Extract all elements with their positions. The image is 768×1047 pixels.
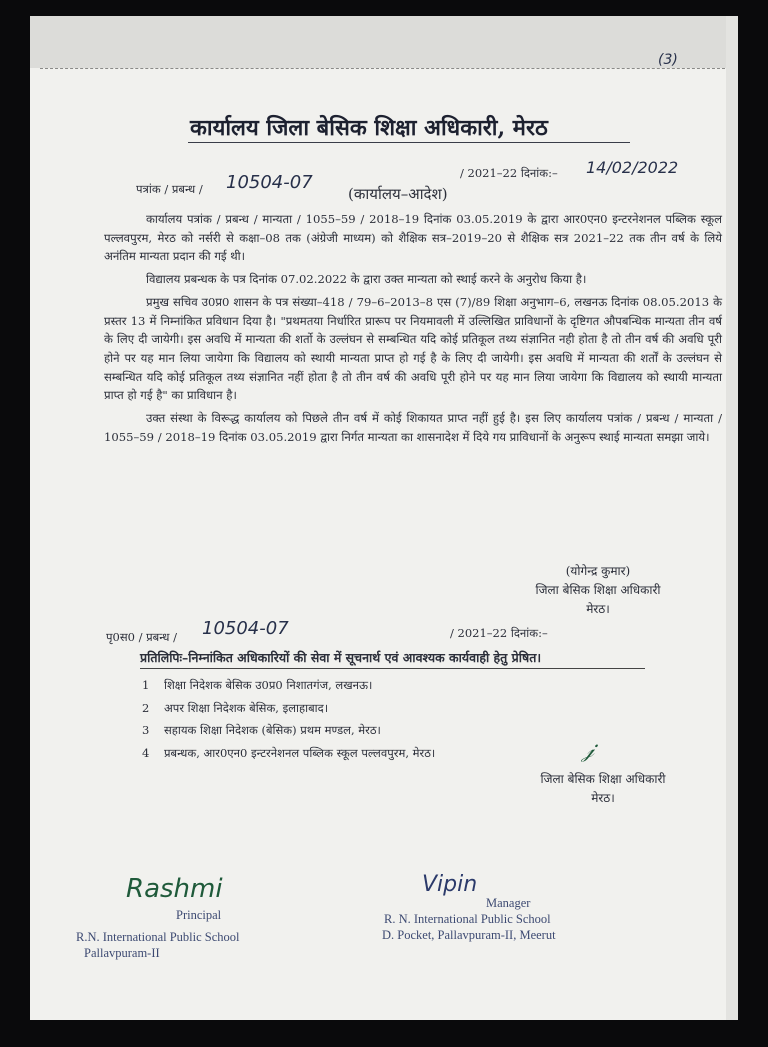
list-item: 1 शिक्षा निदेशक बेसिक उ0प्र0 निशातगंज, लखनऊ। (142, 678, 373, 692)
copy-ref-label: पृ0स0 / प्रबन्ध / (106, 630, 178, 644)
principal-school: R.N. International Public School (76, 930, 240, 944)
paper-top-band (30, 16, 738, 68)
list-item: 4 प्रबन्धक, आर0एन0 इन्टरनेशनल पब्लिक स्कूल पल्लवपुरम, मेरठ। (142, 745, 436, 760)
principal-signature: Rashmi (126, 874, 223, 904)
office-title: कार्यालय जिला बेसिक शिक्षा अधिकारी, मेरठ (190, 115, 548, 141)
paragraph-1: कार्यालय पत्रांक / प्रबन्ध / मान्यता / 1055–59 / 2018–19 दिनांक 03.05.2019 के द्वारा आर0एन0 इन्टरनेशनल पब्लिक स्कूल पल्लवपुरम, मेरठ को नर्सरी से कक्षा–08 तक (अंग्रेजी माध्यम) को शैक्षिक सत्र–2019–20 से शैक्षिक सत्र 2021–22 तक तीन वर्ष के लिये अनंतिम मान्यता प्रदान की गई थी। (104, 212, 722, 264)
ref-label: पत्रांक / प्रबन्ध / (136, 182, 203, 196)
paragraph-2: विद्यालय प्रबन्धक के पत्र दिनांक 07.02.2022 के द्वारा उक्त मान्यता को स्थाई करने के अनुरोध किया है। (146, 272, 587, 287)
manager-role: Manager (486, 896, 531, 910)
document-page (30, 16, 738, 1020)
order-heading: (कार्यालय–आदेश) (348, 185, 448, 203)
signature-block-1 (518, 562, 678, 619)
copy-ref-number: 10504-07 (202, 618, 289, 639)
officer-signature-scrawl: 𝒿 (582, 738, 595, 763)
principal-place: Pallavpuram-II (84, 946, 160, 960)
signatory-place-2: मेरठ। (591, 791, 615, 805)
copy-ref-session: / 2021–22 दिनांक:– (450, 626, 548, 640)
manager-signature: Vipin (422, 872, 478, 897)
ref-number: 10504-07 (226, 172, 313, 193)
page-number: (3) (658, 52, 678, 68)
copy-to-heading: प्रतिलिपिः–निम्नांकित अधिकारियों की सेवा में सूचनार्थ एवं आवश्यक कार्यवाही हेतु प्रेषित। (140, 650, 542, 665)
signatory-name: (योगेन्द्र कुमार) (565, 564, 631, 578)
signatory-designation-2: जिला बेसिक शिक्षा अधिकारी (540, 772, 666, 786)
ref-date: 14/02/2022 (586, 158, 679, 177)
manager-school: R. N. International Public School (384, 912, 551, 926)
signatory-place: मेरठ। (586, 602, 610, 616)
paragraph-3: प्रमुख सचिव उ0प्र0 शासन के पत्र संख्या–418 / 79–6–2013–8 एस (7)/89 शिक्षा अनुभाग–6, लखनऊ दिनांक 08.05.2013 के प्रस्तर 13 में निम्नांकित प्रविधान दिया है। "प्रथमतया निर्धारित प्रारूप पर नियमावली में उल्लिखित प्राविधानों के दृष्टिगत औपबन्धिक मान्यता तीन वर्ष के लिए दी जायेगी। इस अवधि में मान्यता की शर्तो के उल्लंघन से सम्बन्धित यदि कोई प्रतिकूल तथ्य संज्ञानित नही होता है तो तीन वर्ष की अवधि पूरी होने पर यह मान लिया जायेगा कि विद्यालय को स्थायी मान्यता प्राप्त हो गई है के लिए दी जायेगी। इस अवधि में मान्यता की शर्तों के उल्लंघन से सम्बन्धित यदि कोई प्रतिकूल तथ्य संज्ञानित नहीं होता है तो तीन वर्ष की अवधि पूरी होने पर यह मान लिया जायेगा कि विद्यालय को स्थायी मान्यता प्राप्त हो गई है" का प्राविधान है। (104, 294, 722, 403)
paragraph-4: उक्त संस्था के विरूद्ध कार्यालय को पिछले तीन वर्ष में कोई शिकायत प्राप्त नहीं हुई है। इस लिए कार्यालय पत्रांक / प्रबन्ध / मान्यता / 1055–59 / 2018–19 दिनांक 03.05.2019 द्वारा निर्गत मान्यता का शासनादेश में दिये गय प्राविधानों के अनुरूप स्थाई मान्यता समझा जाये। (104, 411, 722, 444)
list-item: 3 सहायक शिक्षा निदेशक (बेसिक) प्रथम मण्डल, मेरठ। (142, 723, 381, 737)
copy-to-list (142, 674, 435, 764)
torn-edge-line (40, 68, 730, 69)
ref-session: / 2021–22 दिनांक:– (460, 166, 558, 180)
manager-address: D. Pocket, Pallavpuram-II, Meerut (382, 928, 556, 942)
title-underline (188, 142, 630, 143)
order-body (104, 210, 722, 446)
signatory-designation: जिला बेसिक शिक्षा अधिकारी (535, 583, 661, 597)
copy-heading-underline (140, 668, 645, 669)
principal-role: Principal (176, 908, 222, 922)
signature-block-2 (518, 770, 688, 808)
list-item: 2 अपर शिक्षा निदेशक बेसिक, इलाहाबाद। (142, 700, 329, 715)
paper-right-edge (726, 16, 738, 1020)
